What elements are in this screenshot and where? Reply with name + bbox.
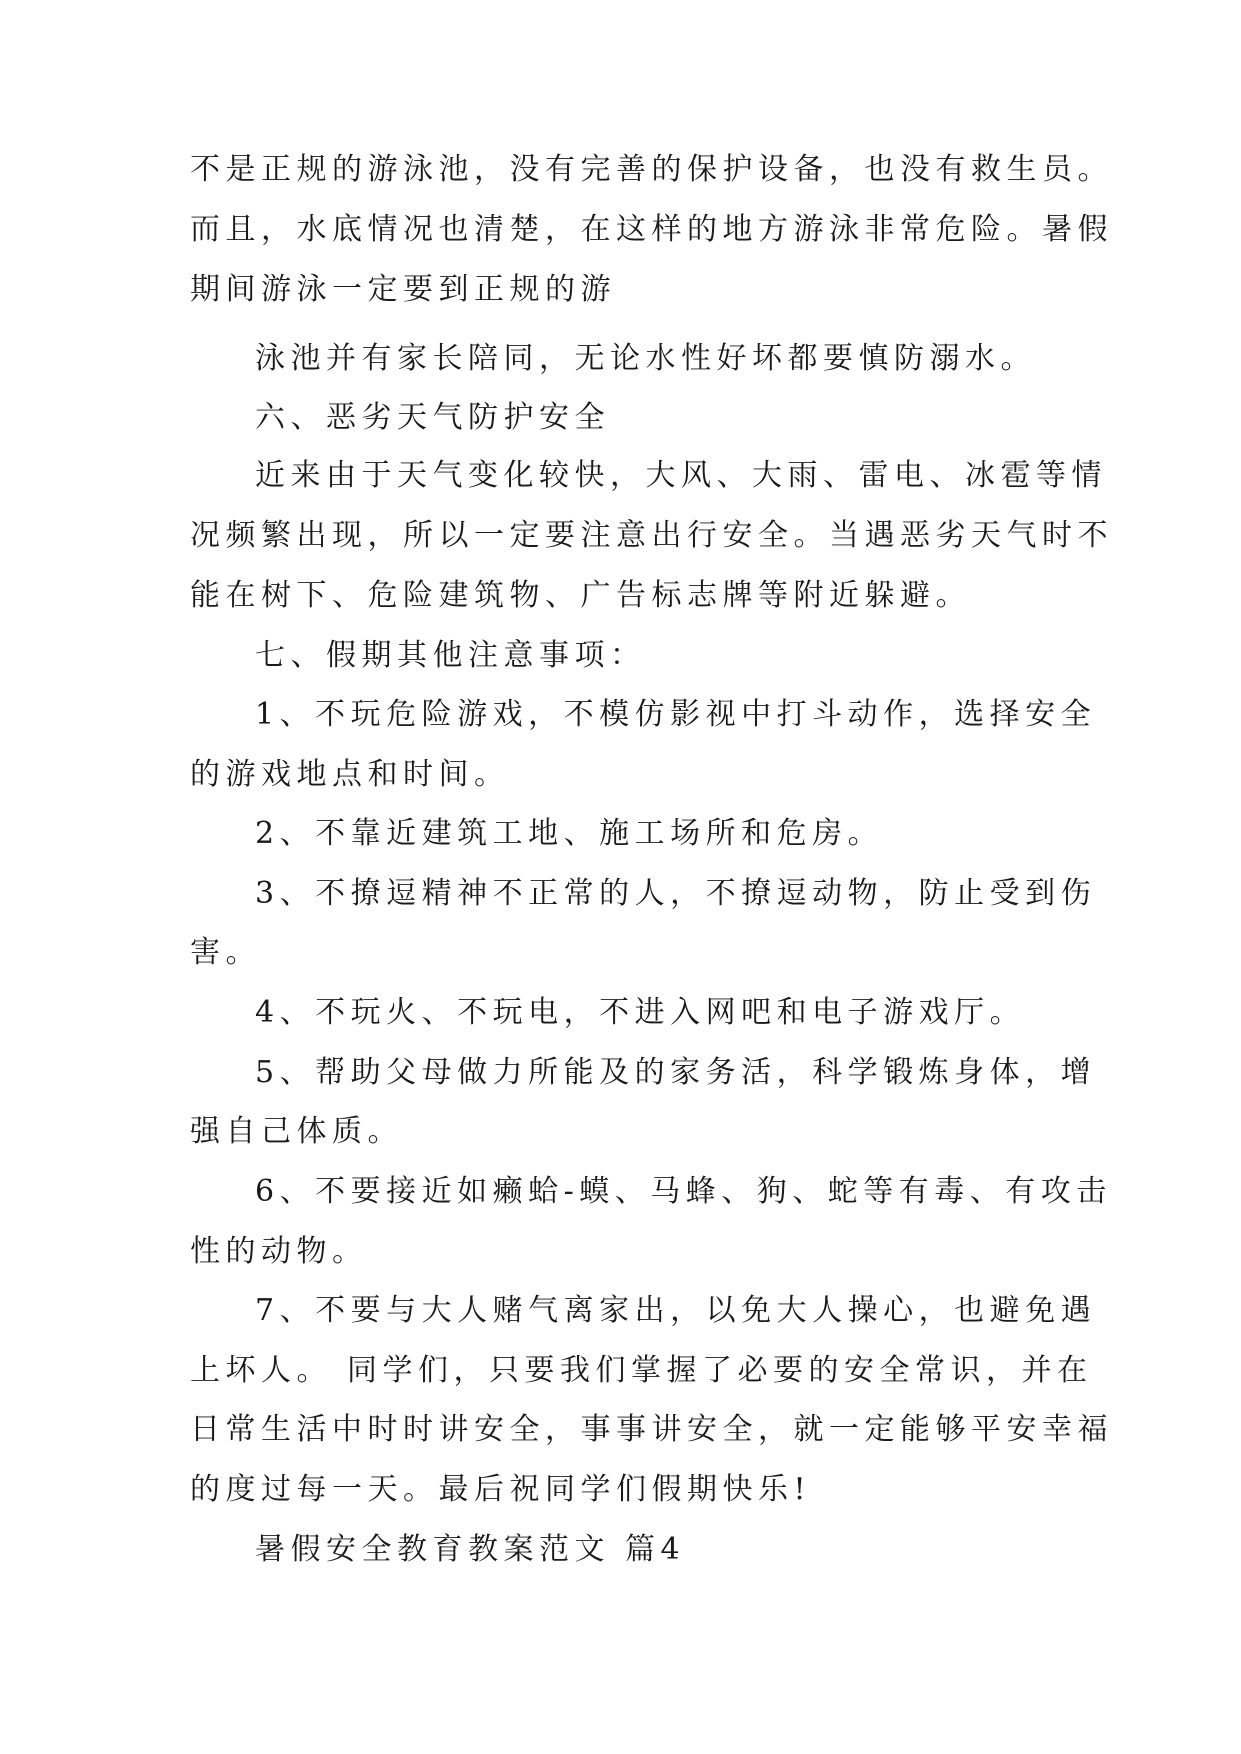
paragraph-line: 期间游泳一定要到正规的游 (190, 272, 616, 307)
list-item-line: 5、帮助父母做力所能及的家务活，科学锻炼身体，增 (255, 1055, 1097, 1090)
list-item-line: 6、不要接近如癞蛤-蟆、马蜂、狗、蛇等有毒、有攻击 (255, 1174, 1112, 1209)
list-item-line: 强自己体质。 (190, 1114, 403, 1149)
paragraph-line: 近来由于天气变化较快，大风、大雨、雷电、冰雹等情 (255, 458, 1107, 493)
list-item-line: 1、不玩危险游戏，不模仿影视中打斗动作，选择安全 (255, 697, 1097, 732)
paragraph-line: 不是正规的游泳池，没有完善的保护设备，也没有救生员。 (190, 152, 1113, 187)
paragraph-line: 日常生活中时时讲安全，事事讲安全，就一定能够平安幸福 (190, 1412, 1113, 1447)
paragraph-line: 泳池并有家长陪同，无论水性好坏都要慎防溺水。 (255, 341, 1036, 376)
section-heading: 七、假期其他注意事项： (255, 638, 646, 673)
paragraph-line: 而且，水底情况也清楚，在这样的地方游泳非常危险。暑假 (190, 212, 1113, 247)
paragraph-line: 况频繁出现，所以一定要注意出行安全。当遇恶劣天气时不 (190, 518, 1113, 553)
list-item-line: 2、不靠近建筑工地、施工场所和危房。 (255, 816, 884, 851)
list-item-line: 4、不玩火、不玩电，不进入网吧和电子游戏厅。 (255, 995, 1026, 1030)
list-item-line: 性的动物。 (190, 1234, 368, 1269)
list-item-line: 的游戏地点和时间。 (190, 757, 510, 792)
paragraph-line: 上坏人。 同学们，只要我们掌握了必要的安全常识，并在 (190, 1353, 1093, 1388)
article-title: 暑假安全教育教案范文 篇4 (255, 1532, 686, 1567)
list-item-line: 7、不要与大人赌气离家出，以免大人操心，也避免遇 (255, 1293, 1097, 1328)
paragraph-line: 能在树下、危险建筑物、广告标志牌等附近躲避。 (190, 578, 971, 613)
list-item-line: 3、不撩逗精神不正常的人，不撩逗动物，防止受到伤 (255, 876, 1097, 911)
list-item-line: 害。 (190, 935, 261, 970)
section-heading: 六、恶劣天气防护安全 (255, 400, 610, 435)
paragraph-line: 的度过每一天。最后祝同学们假期快乐! (190, 1472, 812, 1507)
